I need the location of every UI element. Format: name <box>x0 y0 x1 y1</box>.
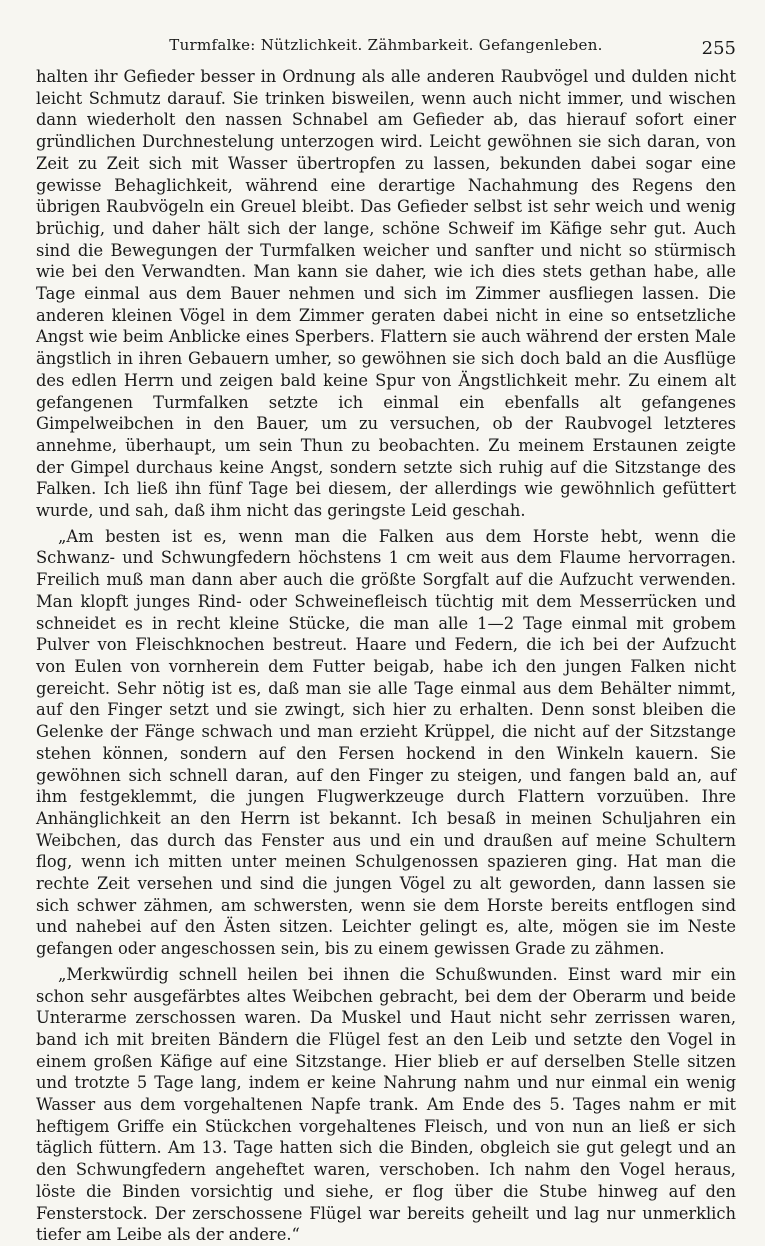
paragraph-1: halten ihr Gefieder besser in Ordnung als alle anderen Raubvögel und dulden nicht leicht Schmutz darauf. Sie trinken bisweilen, wenn auch nicht immer, und wischen dann wiederholt den nassen Schnabel am Gefieder ab, das hierauf sofort einer gründlichen Durchnestelung unterzogen wird. Leicht gewöhnen sie sich daran, von Zeit zu Zeit sich mit Wasser übertropfen zu lassen, bekunden dabei sogar eine gewisse Behaglichkeit, während eine derartige Nachahmung des Regens den übrigen Raubvögeln ein Greuel bleibt. Das Gefieder selbst ist sehr weich und wenig brüchig, und daher hält sich der lange, schöne Schweif im Käfige sehr gut. Auch sind die Bewegungen der Turmfalken weicher und sanfter und nicht so stürmisch wie bei den Verwandten. Man kann sie daher, wie ich dies stets gethan habe, alle Tage einmal aus dem Bauer nehmen und sich im Zimmer ausfliegen lassen. Die anderen kleinen Vögel in dem Zimmer geraten dabei nicht in eine so entsetzliche Angst wie beim Anblicke eines Sperbers. Flattern sie auch während der ersten Male ängstlich in ihren Gebauern umher, so gewöhnen sie sich doch bald an die Ausflüge des edlen Herrn und zeigen bald keine Spur von Ängstlichkeit mehr. Zu einem alt gefangenen Turmfalken setzte ich einmal ein ebenfalls alt gefangenes Gimpelweibchen in den Bauer, um zu versuchen, ob der Raubvogel letzteres annehme, überhaupt, um sein Thun zu beobachten. Zu meinem Erstaunen zeigte der Gimpel durchaus keine Angst, sondern setzte sich ruhig auf die Sitzstange des Falken. Ich ließ ihn fünf Tage bei diesem, der allerdings wie gewöhnlich gefüttert wurde, und sah, daß ihm nicht das geringste Leid geschah. <box>36 67 736 521</box>
page-number: 255 <box>701 38 736 59</box>
running-title: Turmfalke: Nützlichkeit. Zähmbarkeit. Gefangenleben. <box>169 36 603 54</box>
paragraph-2: „Am besten ist es, wenn man die Falken aus dem Horste hebt, wenn die Schwanz- und Schwungfedern höchstens 1 cm weit aus dem Flaume hervorragen. Freilich muß man dann aber auch die größte Sorgfalt auf die Aufzucht verwenden. Man klopft junges Rind- oder Schweinefleisch tüchtig mit dem Messerrücken und schneidet es in recht kleine Stücke, die man alle 1—2 Tage einmal mit grobem Pulver von Fleischknochen bestreut. Haare und Federn, die ich bei der Aufzucht von Eulen von vornherein dem Futter beigab, habe ich den jungen Falken nicht gereicht. Sehr nötig ist es, daß man sie alle Tage einmal aus dem Behälter nimmt, auf den Finger setzt und sie zwingt, sich hier zu erhalten. Denn sonst bleiben die Gelenke der Fänge schwach und man erzieht Krüppel, die nicht auf der Sitzstange stehen können, sondern auf den Fersen hockend in den Winkeln kauern. Sie gewöhnen sich schnell daran, auf den Finger zu steigen, und fangen bald an, auf ihm festgeklemmt, die jungen Flugwerkzeuge durch Flattern vorzuüben. Ihre Anhänglichkeit an den Herrn ist bekannt. Ich besaß in meinen Schuljahren ein Weibchen, das durch das Fenster aus und ein und draußen auf meine Schultern flog, wenn ich mitten unter meinen Schulgenossen spazieren ging. Hat man die rechte Zeit versehen und sind die jungen Vögel zu alt geworden, dann lassen sie sich schwer zähmen, am schwersten, wenn sie dem Horste bereits entflogen sind und nahebei auf den Ästen sitzen. Leichter gelingt es, alte, mögen sie im Neste gefangen oder angeschossen sein, bis zu einem gewissen Grade zu zähmen. <box>36 526 736 959</box>
book-page <box>36 30 736 1245</box>
running-head <box>36 30 736 66</box>
paragraph-3: „Merkwürdig schnell heilen bei ihnen die Schußwunden. Einst ward mir ein schon sehr ausgefärbtes altes Weibchen gebracht, bei dem der Oberarm und beide Unterarme zerschossen waren. Da Muskel und Haut nicht sehr zerrissen waren, band ich mit breiten Bändern die Flügel fest an den Leib und setzte den Vogel in einem großen Käfige auf eine Sitzstange. Hier blieb er auf derselben Stelle sitzen und trotzte 5 Tage lang, indem er keine Nahrung nahm und nur einmal ein wenig Wasser aus dem vorgehaltenen Napfe trank. Am Ende des 5. Tages nahm er mit heftigem Griffe ein Stückchen vorgehaltenes Fleisch, und von nun an ließ er sich täglich füttern. Am 13. Tage hatten sich die Binden, obgleich sie gut gelegt und an den Schwungfedern angeheftet waren, verschoben. Ich nahm den Vogel heraus, löste die Binden vorsichtig und siehe, er flog über die Stube hinweg auf den Fensterstock. Der zerschossene Flügel war bereits geheilt und lag nur unmerklich tiefer am Leibe als der andere.“ <box>36 964 736 1245</box>
body-text <box>36 66 736 1246</box>
